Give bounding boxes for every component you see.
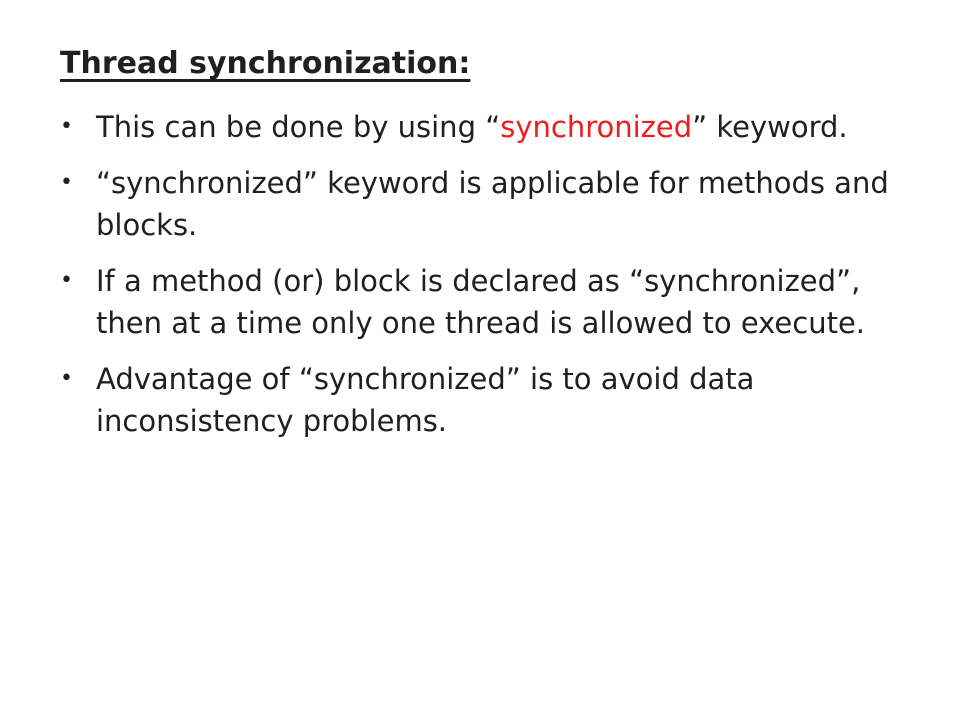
bullet-dot-icon: • [60, 170, 73, 195]
keyword-highlight: synchronized [500, 110, 693, 144]
bullet-text: If a method (or) block is declared as “synchronized”, then at a time only one thread is allowed to execute. [96, 264, 866, 340]
bullet-item-4 [60, 358, 920, 442]
bullet-item-3 [60, 260, 920, 344]
bullet-item-1 [60, 106, 920, 148]
bullet-text-post: ” keyword. [692, 110, 848, 144]
bullet-text: “synchronized” keyword is applicable for methods and blocks. [96, 166, 889, 242]
slide-title: Thread synchronization: [60, 46, 471, 81]
bullet-item-2 [60, 162, 920, 246]
bullet-dot-icon: • [60, 268, 73, 293]
bullet-text: Advantage of “synchronized” is to avoid data inconsistency problems. [96, 362, 755, 438]
bullet-text-pre: This can be done by using “ [96, 110, 501, 144]
bullet-dot-icon: • [60, 366, 73, 391]
bullet-dot-icon: • [60, 114, 73, 139]
bullet-list [60, 106, 920, 456]
